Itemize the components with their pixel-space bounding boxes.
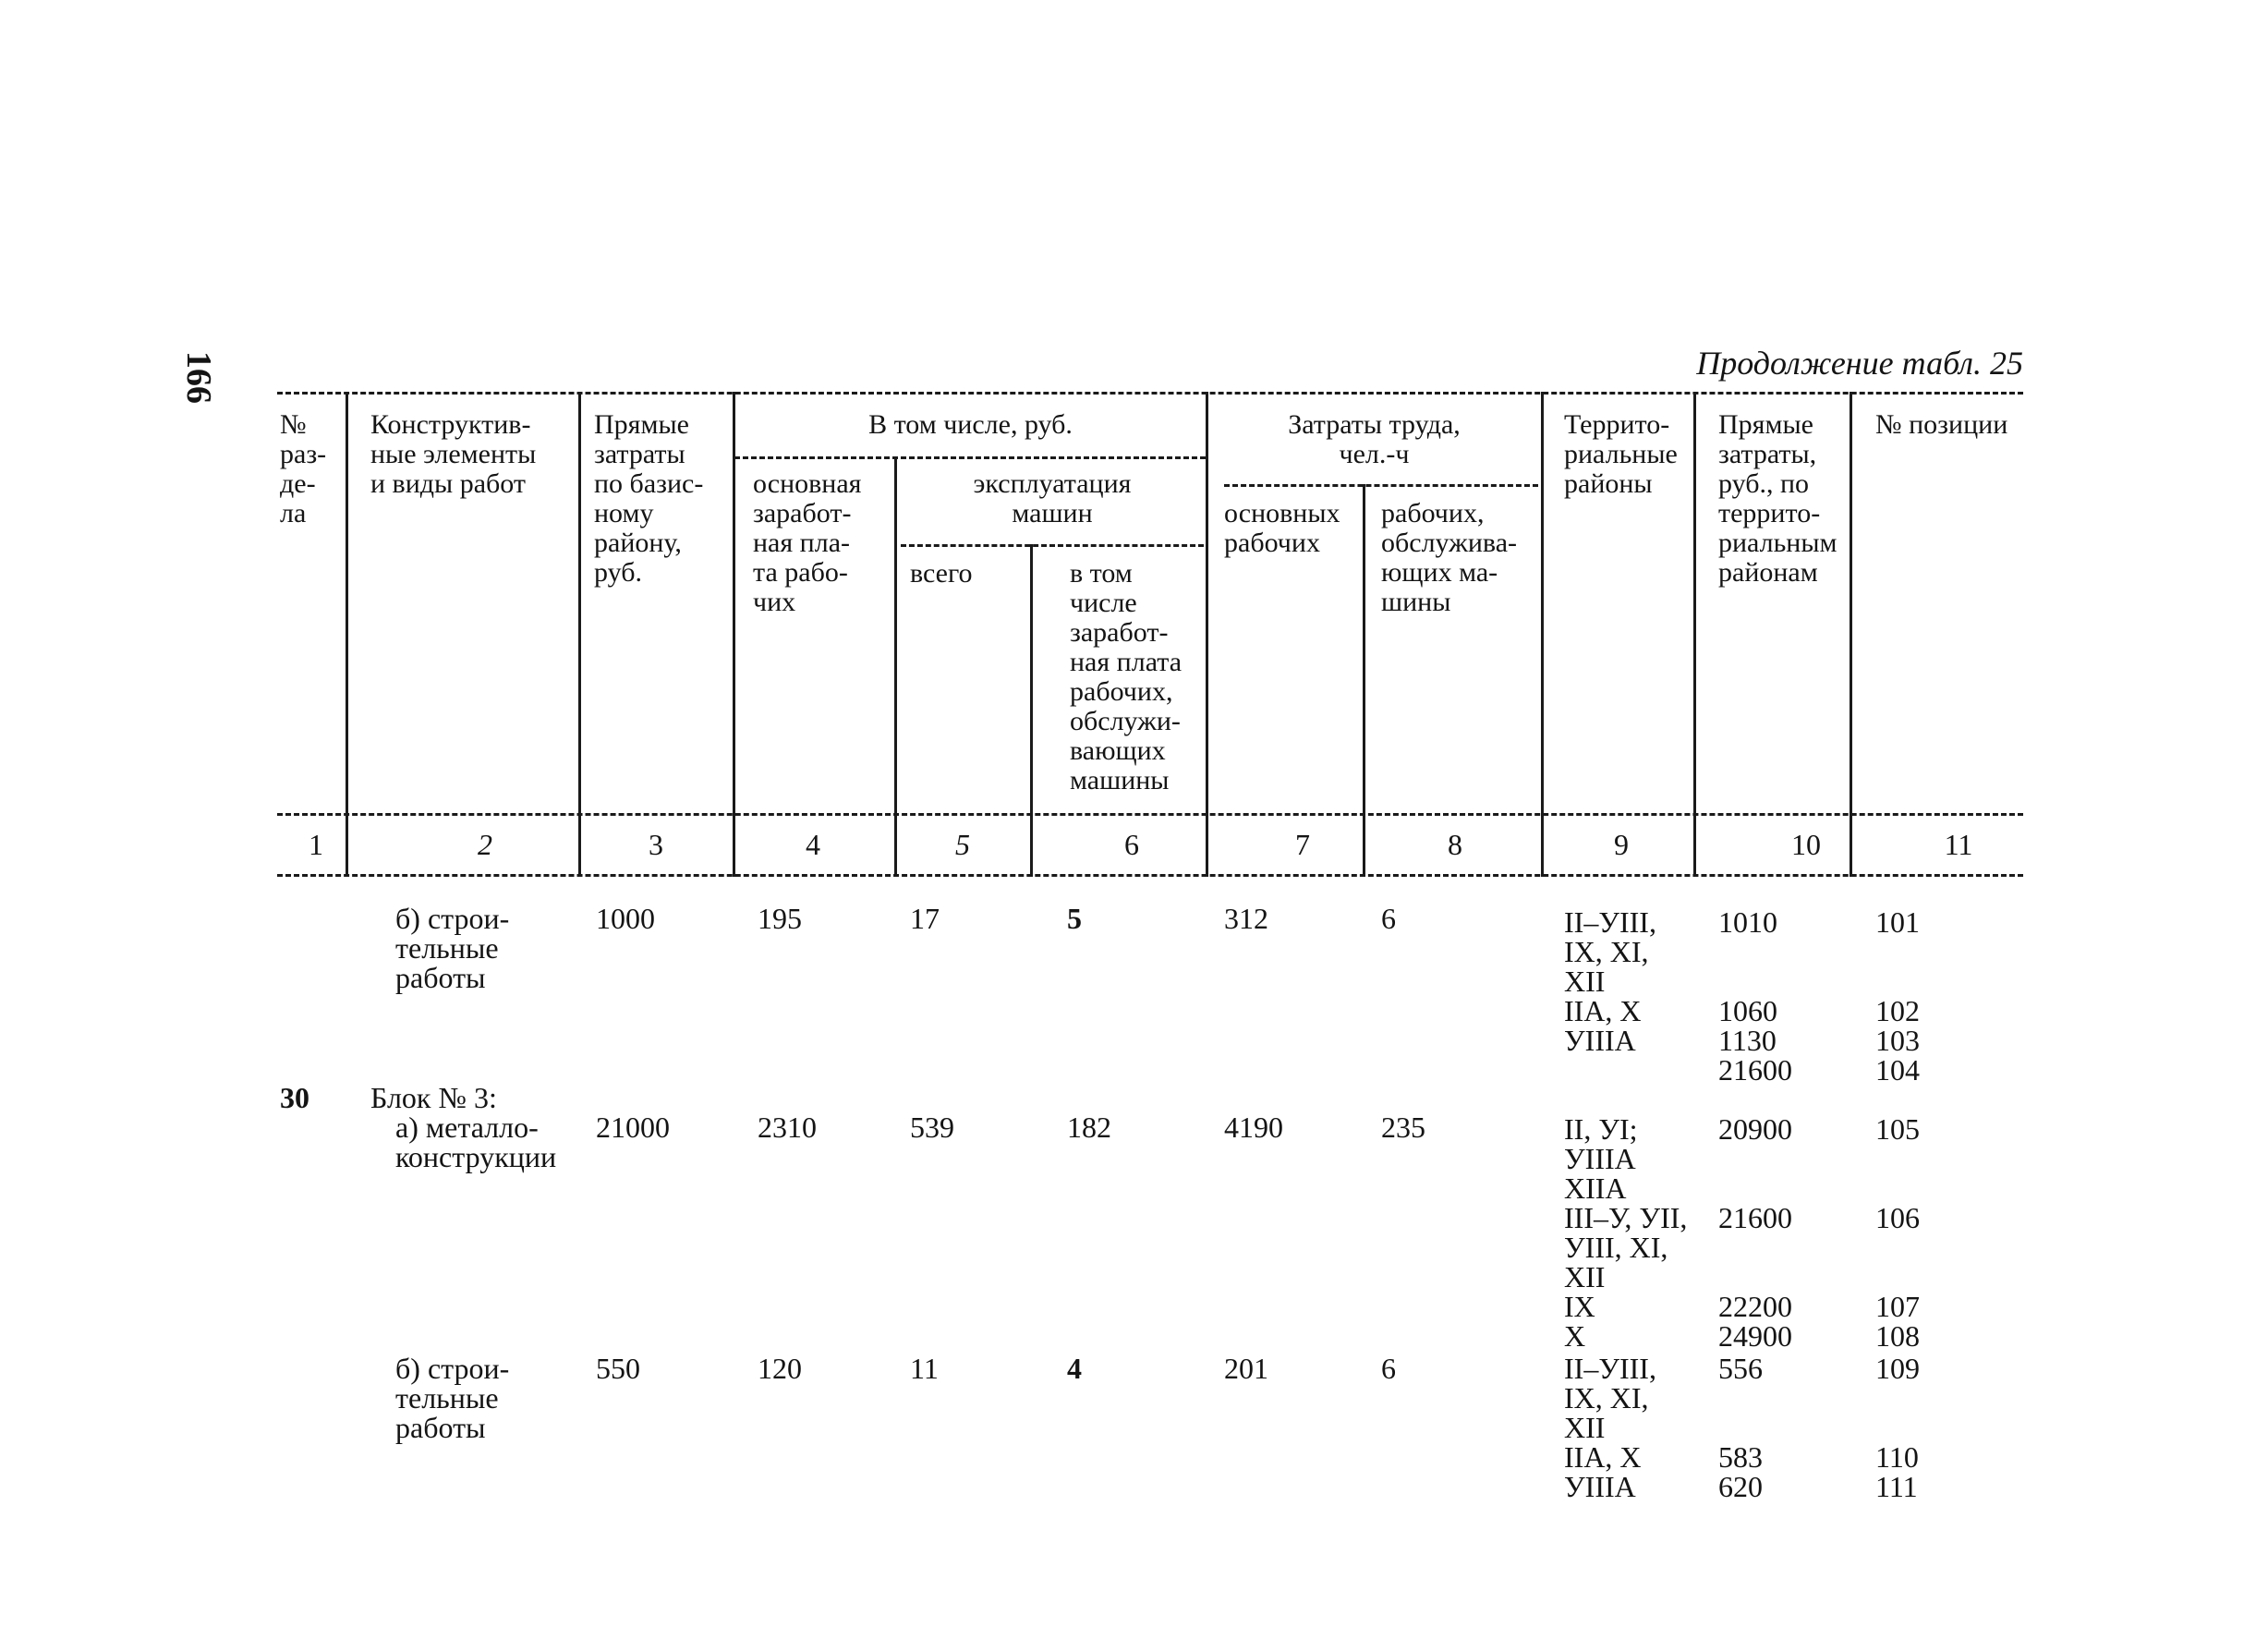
row-machines-wages: 5 [1067,902,1082,935]
column-number: 7 [1295,828,1310,861]
header-machines-total: всего [910,558,973,589]
block-title: Блок № 3: [370,1081,497,1114]
row-labor-machines: 6 [1381,902,1396,935]
col-divider-2 [578,392,581,877]
row-positions: 109 110 111 [1875,1352,1920,1503]
column-number: 9 [1614,828,1629,861]
table-top-rule [277,392,2023,395]
row-direct-costs: 21000 [596,1111,670,1144]
row-work-name: б) строи- тельные работы [395,902,510,994]
row-machines-total: 539 [910,1111,954,1144]
row-machines-wages: 4 [1067,1352,1082,1385]
col-divider-5 [1030,544,1033,877]
column-number: 3 [649,828,663,861]
header-in-total-group: В том числе, руб. [868,409,1073,440]
row-region-costs: 556 583 620 [1718,1352,1763,1503]
row-direct-costs: 550 [596,1352,640,1385]
column-number: 4 [806,828,820,861]
header-section-number: № раз- де- ла [280,409,327,528]
page-number: 166 [179,351,218,404]
header-labor-machines: рабочих, обслужива- ющих ма- шины [1381,498,1518,617]
row-labor-machines: 235 [1381,1111,1425,1144]
row-regions: II–УIII, IX, XI, XII IIA, X УIIIA [1564,905,1656,1057]
section-number: 30 [280,1081,309,1114]
row-machines-total: 11 [910,1352,939,1385]
labor-subrule [1224,484,1538,487]
col-divider-6 [1206,392,1208,877]
in-total-subrule [734,456,1206,459]
col-divider-7 [1363,484,1365,877]
column-number: 2 [478,828,492,861]
col-divider-3 [733,392,735,877]
column-number: 8 [1448,828,1462,861]
header-labor-main: основных рабочих [1224,498,1340,558]
row-basic-wages: 120 [758,1352,802,1385]
column-numbers-top-rule [277,813,2023,816]
row-positions: 101 102 103 104 [1875,905,1920,1087]
row-regions: II, УI; УIIIA XIIA III–У, УII, УIII, XI, XII IX X [1564,1112,1688,1353]
header-elements: Конструктив- ные элементы и виды работ [370,409,537,499]
column-number: 1 [309,828,323,861]
row-labor-main: 312 [1224,902,1268,935]
column-number: 10 [1791,828,1821,861]
row-machines-wages: 182 [1067,1111,1111,1144]
row-basic-wages: 195 [758,902,802,935]
row-region-costs: 1010 1060 1130 21600 [1718,905,1792,1087]
machines-subrule [901,544,1204,547]
header-territorial-regions: Террито- риальные районы [1564,409,1678,499]
header-basic-wages: основная заработ- ная пла- та рабо- чих [753,468,862,617]
row-labor-machines: 6 [1381,1352,1396,1385]
header-position-number: № позиции [1875,409,2008,440]
row-region-costs: 20900 21600 22200 24900 [1718,1112,1792,1353]
row-machines-total: 17 [910,902,940,935]
col-divider-1 [346,392,348,877]
row-basic-wages: 2310 [758,1111,817,1144]
table-continuation-caption: Продолжение табл. 25 [1696,345,2023,382]
col-divider-4 [894,456,897,877]
col-divider-10 [1850,392,1852,877]
row-work-name: б) строи- тельные работы [395,1352,510,1444]
row-work-name: а) металло- конструкции [395,1111,557,1173]
header-direct-costs-regions: Прямые затраты, руб., по террито- риальным районам [1718,409,1837,588]
row-labor-main: 4190 [1224,1111,1283,1144]
row-positions: 105 106 107 108 [1875,1112,1920,1353]
row-labor-main: 201 [1224,1352,1268,1385]
column-number: 11 [1944,828,1973,861]
row-regions: II–УIII, IX, XI, XII IIA, X УIIIA [1564,1352,1656,1503]
col-divider-9 [1693,392,1696,877]
column-number: 6 [1124,828,1139,861]
column-numbers-bottom-rule [277,874,2023,877]
header-machines-group: эксплуатация машин [973,468,1132,528]
header-labor-group: Затраты труда, чел.-ч [1288,409,1461,469]
col-divider-8 [1541,392,1544,877]
header-direct-costs-base: Прямые затраты по базис- ному району, руб. [594,409,704,588]
column-number: 5 [955,828,970,861]
row-direct-costs: 1000 [596,902,655,935]
header-machines-wages: в том числе заработ- ная плата рабочих, обслужи- вающих машины [1070,558,1183,795]
